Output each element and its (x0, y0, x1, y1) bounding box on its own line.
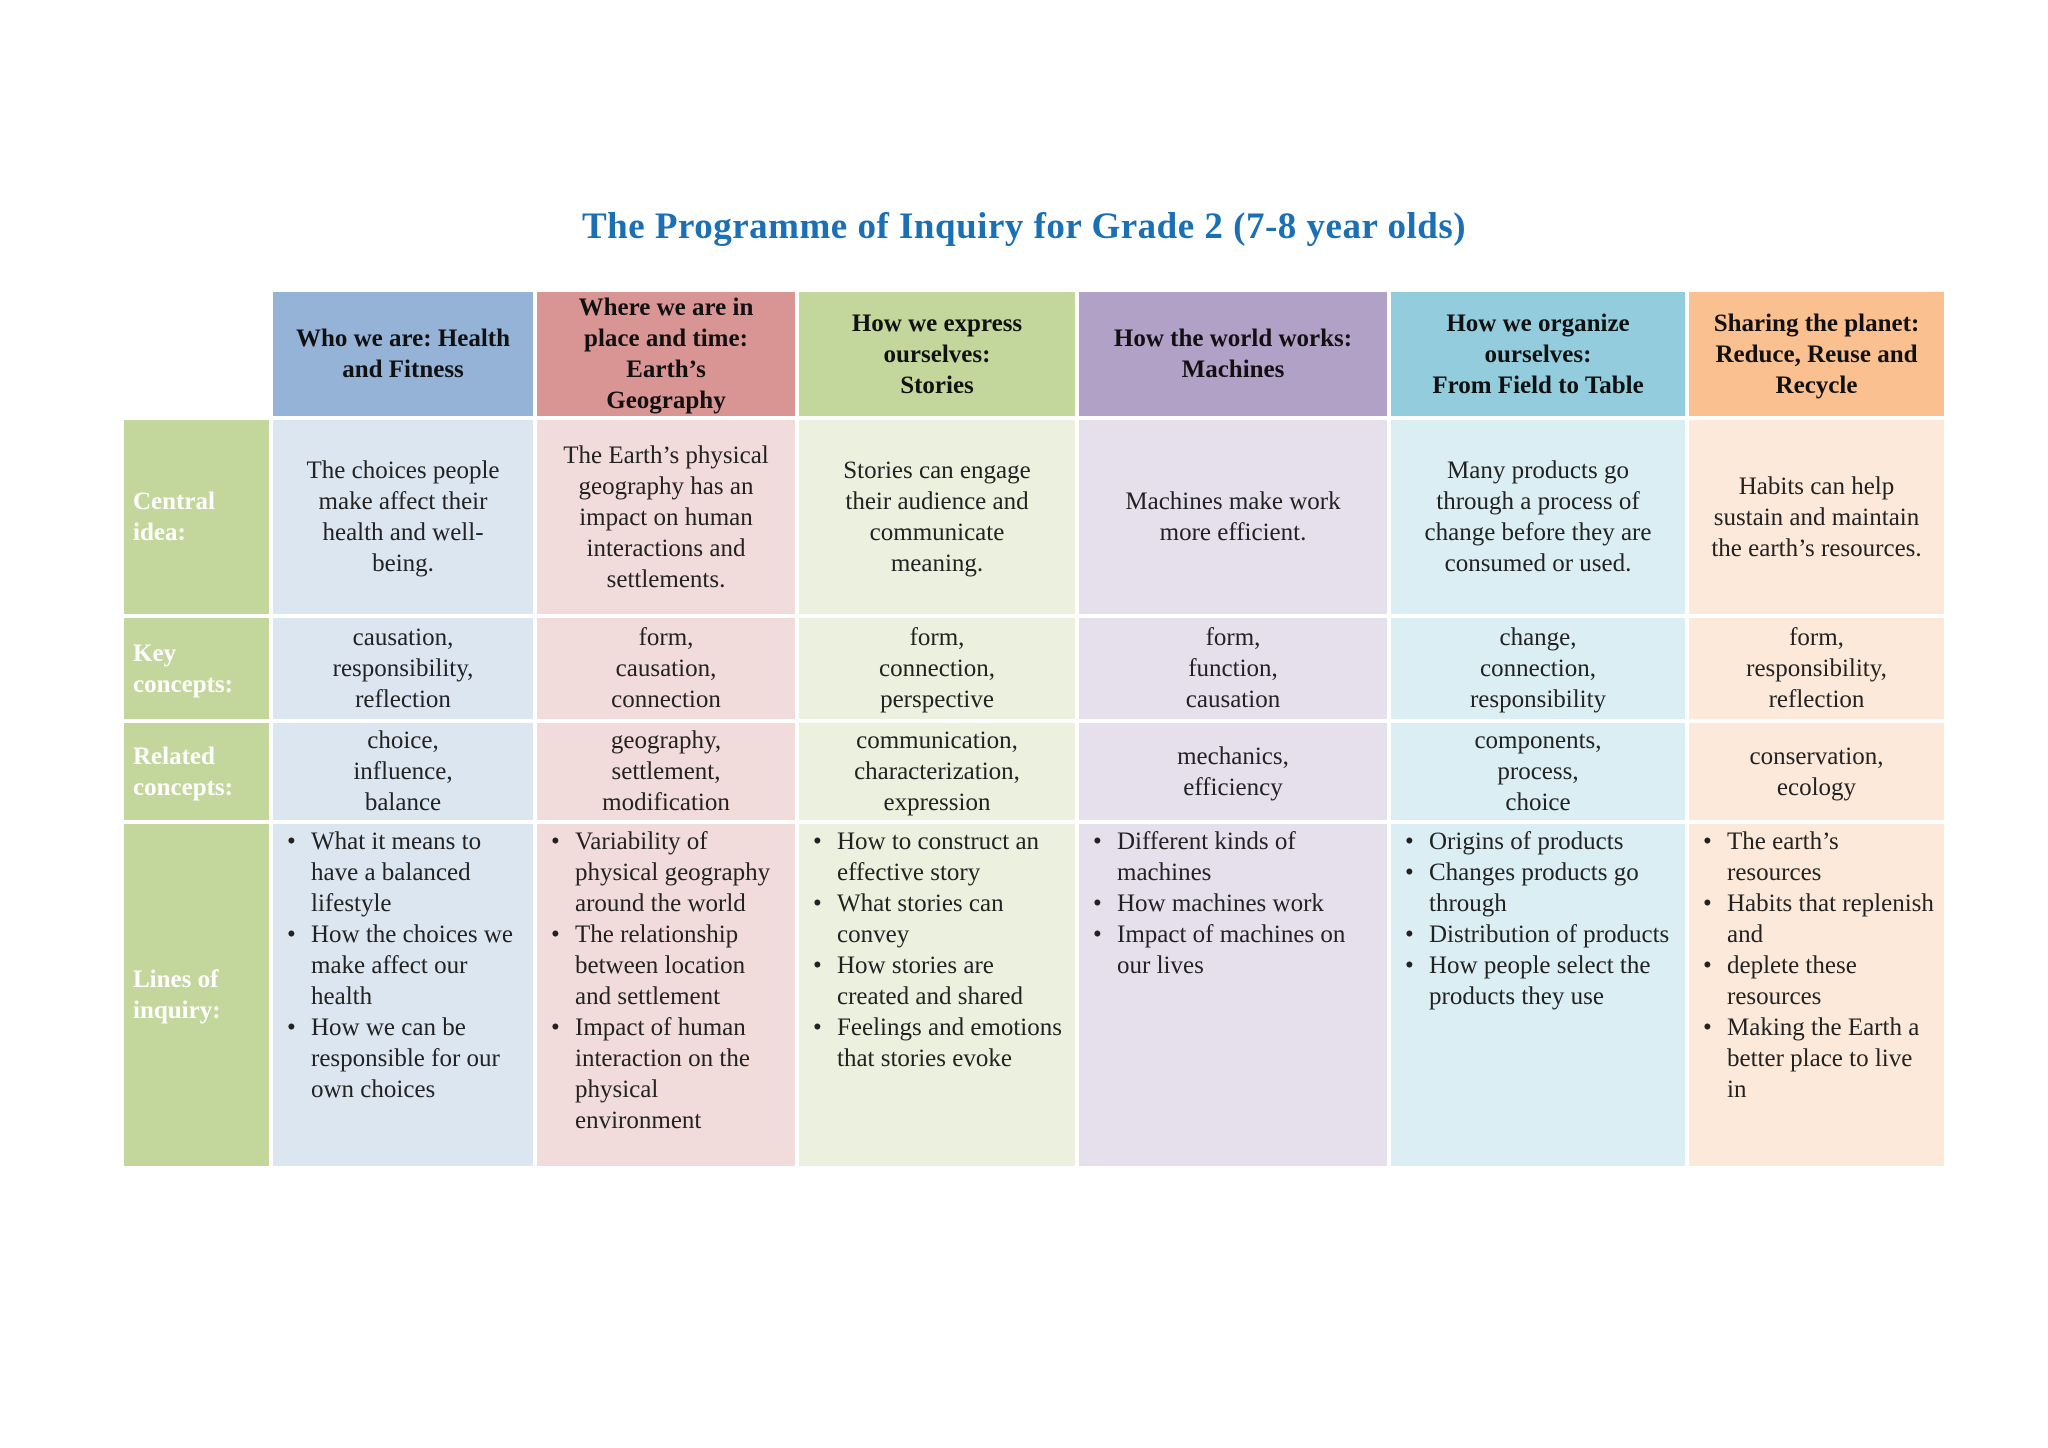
inquiry-item: • What stories can convey (809, 888, 1067, 950)
inquiry-list (283, 826, 525, 1105)
theme-header: How we express ourselves: Stories (799, 292, 1075, 416)
inquiry-item: • How we can be responsible for our own choices (283, 1012, 525, 1105)
key-concepts-cell: form, responsibility, reflection (1689, 618, 1944, 719)
inquiry-item: • Habits that replenish and (1699, 888, 1936, 950)
key-concepts-cell: change, connection, responsibility (1391, 618, 1685, 719)
central-idea-cell: Many products go through a process of change before they are consumed or used. (1391, 420, 1685, 614)
inquiry-item: • Origins of products (1401, 826, 1677, 857)
inquiry-item: • How people select the products they use (1401, 950, 1677, 1012)
inquiry-item: • What it means to have a balanced lifestyle (283, 826, 525, 919)
inquiry-item: • Feelings and emotions that stories evoke (809, 1012, 1067, 1074)
inquiry-item: • Impact of human interaction on the physical environment (547, 1012, 787, 1136)
related-concepts-cell: communication, characterization, expression (799, 723, 1075, 820)
inquiry-list (1089, 826, 1379, 981)
related-concepts-cell: conservation, ecology (1689, 723, 1944, 820)
lines-of-inquiry-cell (1689, 824, 1944, 1166)
related-concepts-cell: mechanics, efficiency (1079, 723, 1387, 820)
inquiry-item: • How the choices we make affect our health (283, 919, 525, 1012)
central-idea-cell: The Earth’s physical geography has an impact on human interactions and settlements. (537, 420, 795, 614)
programme-table (124, 292, 1944, 1166)
page-title: The Programme of Inquiry for Grade 2 (7-8 year olds) (581, 206, 1467, 247)
lines-of-inquiry-cell (537, 824, 795, 1166)
inquiry-item: • Impact of machines on our lives (1089, 919, 1379, 981)
inquiry-list (1699, 826, 1936, 1105)
inquiry-list (547, 826, 787, 1136)
inquiry-item: • The relationship between location and settlement (547, 919, 787, 1012)
row-label-central-idea: Central idea: (124, 420, 269, 614)
central-idea-cell: Machines make work more efficient. (1079, 420, 1387, 614)
inquiry-list (809, 826, 1067, 1074)
related-concepts-cell: choice, influence, balance (273, 723, 533, 820)
theme-header: Sharing the planet: Reduce, Reuse and Recycle (1689, 292, 1944, 416)
key-concepts-cell: form, connection, perspective (799, 618, 1075, 719)
related-concepts-cell: geography, settlement, modification (537, 723, 795, 820)
lines-of-inquiry-cell (273, 824, 533, 1166)
inquiry-item: • The earth’s resources (1699, 826, 1936, 888)
theme-header: How the world works: Machines (1079, 292, 1387, 416)
inquiry-item: • Changes products go through (1401, 857, 1677, 919)
central-idea-cell: Habits can help sustain and maintain the earth’s resources. (1689, 420, 1944, 614)
theme-header: Who we are: Health and Fitness (273, 292, 533, 416)
inquiry-item: • Making the Earth a better place to live in (1699, 1012, 1936, 1105)
row-label-key-concepts: Key concepts: (124, 618, 269, 719)
theme-header: How we organize ourselves: From Field to Table (1391, 292, 1685, 416)
row-label-related-concepts: Related concepts: (124, 723, 269, 820)
key-concepts-cell: causation, responsibility, reflection (273, 618, 533, 719)
inquiry-item: • How stories are created and shared (809, 950, 1067, 1012)
inquiry-item: • Variability of physical geography around the world (547, 826, 787, 919)
lines-of-inquiry-cell (1391, 824, 1685, 1166)
inquiry-list (1401, 826, 1677, 1012)
corner-cell (124, 292, 269, 416)
central-idea-cell: Stories can engage their audience and communicate meaning. (799, 420, 1075, 614)
inquiry-item: • How to construct an effective story (809, 826, 1067, 888)
row-label-lines-of-inquiry: Lines of inquiry: (124, 824, 269, 1166)
inquiry-item: • How machines work (1089, 888, 1379, 919)
key-concepts-cell: form, function, causation (1079, 618, 1387, 719)
key-concepts-cell: form, causation, connection (537, 618, 795, 719)
inquiry-item: • deplete these resources (1699, 950, 1936, 1012)
lines-of-inquiry-cell (799, 824, 1075, 1166)
theme-header: Where we are in place and time: Earth’s Geography (537, 292, 795, 416)
related-concepts-cell: components, process, choice (1391, 723, 1685, 820)
inquiry-item: • Distribution of products (1401, 919, 1677, 950)
central-idea-cell: The choices people make affect their health and well- being. (273, 420, 533, 614)
inquiry-item: • Different kinds of machines (1089, 826, 1379, 888)
lines-of-inquiry-cell (1079, 824, 1387, 1166)
